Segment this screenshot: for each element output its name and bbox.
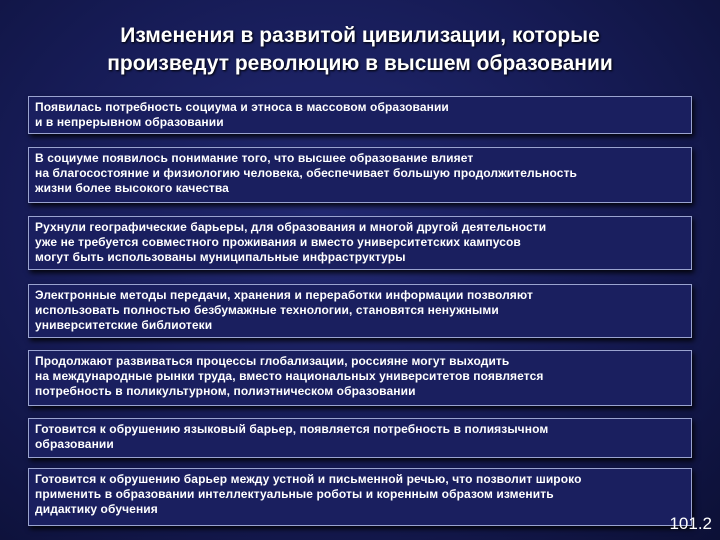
content-box-6 — [28, 418, 692, 458]
box-text — [35, 220, 685, 265]
content-box-2 — [28, 147, 692, 203]
content-box-1 — [28, 96, 692, 134]
slide-title — [20, 22, 700, 78]
box-line: дидактику обучения — [35, 502, 158, 516]
box-line: жизни более высокого качества — [35, 181, 229, 195]
box-line: Готовится к обрушению языковый барьер, появляется потребность в полиязычном — [35, 422, 549, 436]
box-line: Рухнули географические барьеры, для образования и многой другой деятельности — [35, 220, 547, 234]
box-line: университетские библиотеки — [35, 318, 213, 332]
box-text — [35, 151, 685, 196]
title-line: произведут революцию в высшем образовании — [107, 52, 613, 75]
box-line: уже не требуется совместного проживания и вместо университетских кампусов — [35, 235, 521, 249]
box-line: на благосостояние и физиологию человека, обеспечивает большую продолжительность — [35, 166, 578, 180]
box-line: на международные рынки труда, вместо национальных университетов появляется — [35, 369, 544, 383]
box-line: образовании — [35, 437, 114, 451]
content-box-7 — [28, 468, 692, 526]
box-text — [35, 422, 685, 452]
box-line: Готовится к обрушению барьер между устной и письменной речью, что позволит широко — [35, 472, 582, 486]
title-line: Изменения в развитой цивилизации, которые — [120, 24, 600, 47]
box-line: В социуме появилось понимание того, что высшее образование влияет — [35, 151, 474, 165]
box-line: потребность в поликультурном, полиэтническом образовании — [35, 384, 416, 398]
page-number: 101.2 — [669, 514, 712, 533]
box-text — [35, 288, 685, 333]
content-box-5 — [28, 350, 692, 406]
box-text — [35, 354, 685, 399]
box-line: применить в образовании интеллектуальные роботы и коренным образом изменить — [35, 487, 554, 501]
box-line: Электронные методы передачи, хранения и переработки информации позволяют — [35, 288, 533, 302]
content-box-4 — [28, 284, 692, 338]
content-box-3 — [28, 216, 692, 270]
box-text — [35, 100, 685, 130]
box-line: и в непрерывном образовании — [35, 115, 224, 129]
box-text — [35, 472, 685, 517]
box-line: Продолжают развиваться процессы глобализации, россияне могут выходить — [35, 354, 510, 368]
box-line: могут быть использованы муниципальные инфраструктуры — [35, 250, 406, 264]
box-line: использовать полностью безбумажные технологии, становятся ненужными — [35, 303, 499, 317]
box-line: Появилась потребность социума и этноса в массовом образовании — [35, 100, 449, 114]
